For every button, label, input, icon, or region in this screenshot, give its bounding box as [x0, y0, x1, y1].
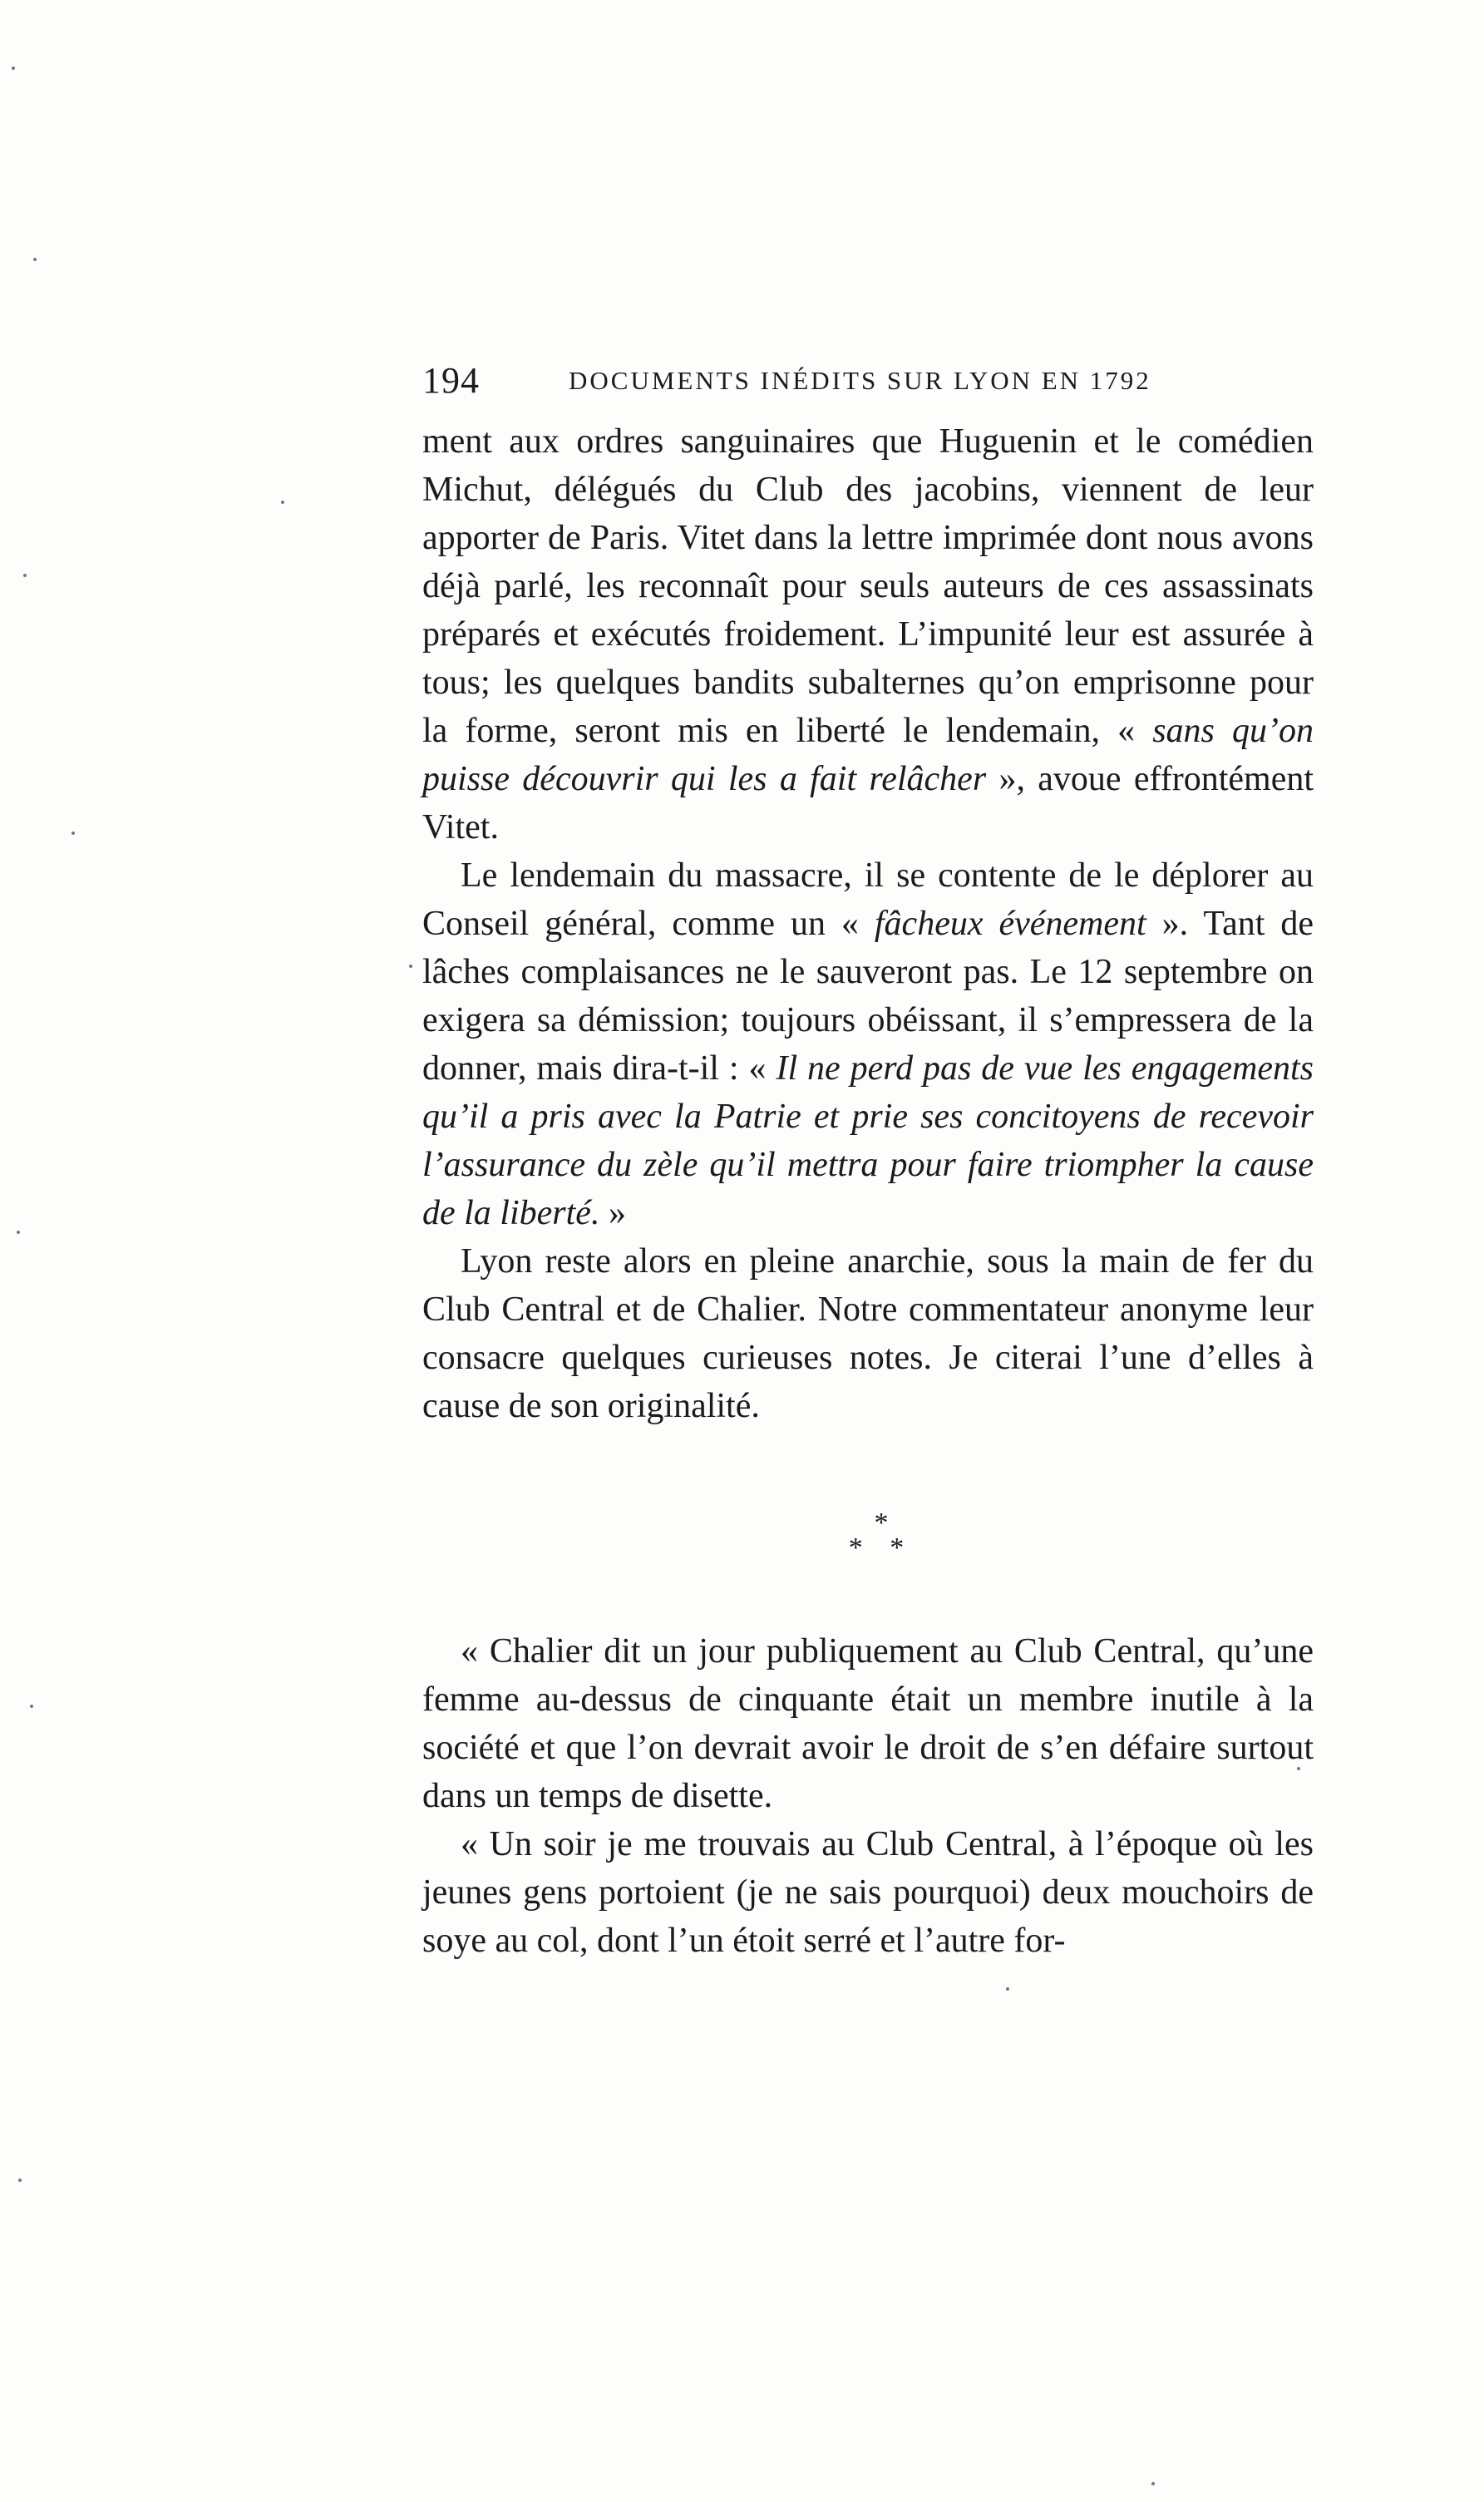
- scan-speck: [281, 501, 284, 504]
- running-title: DOCUMENTS INÉDITS SUR LYON EN 1792: [569, 366, 1151, 395]
- scan-speck: [12, 67, 15, 70]
- italic-quote: Il ne perd pas de vue les engagements qu’il a pris avec la Patrie et prie ses concitoyens de recevoir l’assurance du zèle qu’il mettra pour faire triompher la cause de la liberté.: [422, 1049, 1314, 1232]
- paragraph-text: Le lendemain du massacre, il se contente de le déplorer au Conseil général, comme un «: [422, 856, 1314, 943]
- scan-speck: [1151, 2482, 1155, 2485]
- italic-quote: sans qu’on puisse découvrir qui les a fait relâcher: [422, 712, 1314, 798]
- scan-speck: [71, 832, 75, 835]
- paragraph: Lyon reste alors en pleine anarchie, sous la main de fer du Club Central et de Chalier. Notre commentateur anonyme leur consacre quelques curieuses notes. Je citerai l’une d’elles à cause de son originalité.: [422, 1242, 1314, 1425]
- paragraph-text: »: [599, 1194, 626, 1232]
- asterism-separator: [840, 1509, 923, 1584]
- paragraph: « Un soir je me trouvais au Club Central, à l’époque où les jeunes gens portoient (je ne sais pourquoi) deux mouchoirs de soye au col, dont l’un étoit serré et l’autre for-: [422, 1825, 1314, 1960]
- paragraph-text: », avoue effrontément Vitet.: [422, 760, 1314, 846]
- scan-speck: [1006, 1987, 1009, 1991]
- scan-speck: [1297, 1767, 1300, 1770]
- page-number: 194: [422, 360, 480, 401]
- italic-quote: fâcheux événement: [874, 905, 1146, 943]
- scan-speck: [33, 258, 37, 261]
- scan-speck: [30, 1705, 33, 1708]
- scan-speck: [409, 965, 412, 968]
- paragraph-text: ». Tant de lâches complaisances ne le sauveront pas. Le 12 septembre on exigera sa démission; toujours obéissant, il s’empressera de la donner, mais dira-t-il : «: [422, 905, 1314, 1088]
- running-head: [422, 359, 1162, 409]
- quoted-text: [422, 1627, 1314, 1965]
- scan-speck: [18, 2179, 22, 2182]
- asterism-bottom: * *: [848, 1532, 915, 1563]
- scan-speck: [23, 574, 27, 577]
- scan-speck: [17, 1231, 20, 1234]
- paragraph: « Chalier dit un jour publiquement au Club Central, qu’une femme au-dessus de cinquante était un membre inutile à la société et que l’on devrait avoir le droit de s’en défaire surtout dans un temps de disette.: [422, 1632, 1314, 1815]
- asterism-top: *: [874, 1508, 889, 1538]
- paragraph-text: ment aux ordres sanguinaires que Huguenin et le comédien Michut, délégués du Club des jacobins, viennent de leur apporter de Paris. Vitet dans la lettre imprimée dont nous avons déjà parlé, les reconnaît pour seuls auteurs de ces assassinats préparés et exécutés froidement. L’impunité leur est assurée à tous; les quelques bandits subalternes qu’on emprisonne pour la forme, seront mis en liberté le lendemain, «: [422, 422, 1314, 750]
- paragraph-continuation: [422, 417, 1314, 851]
- main-text: [422, 417, 1314, 1430]
- paragraph: [422, 851, 1314, 1237]
